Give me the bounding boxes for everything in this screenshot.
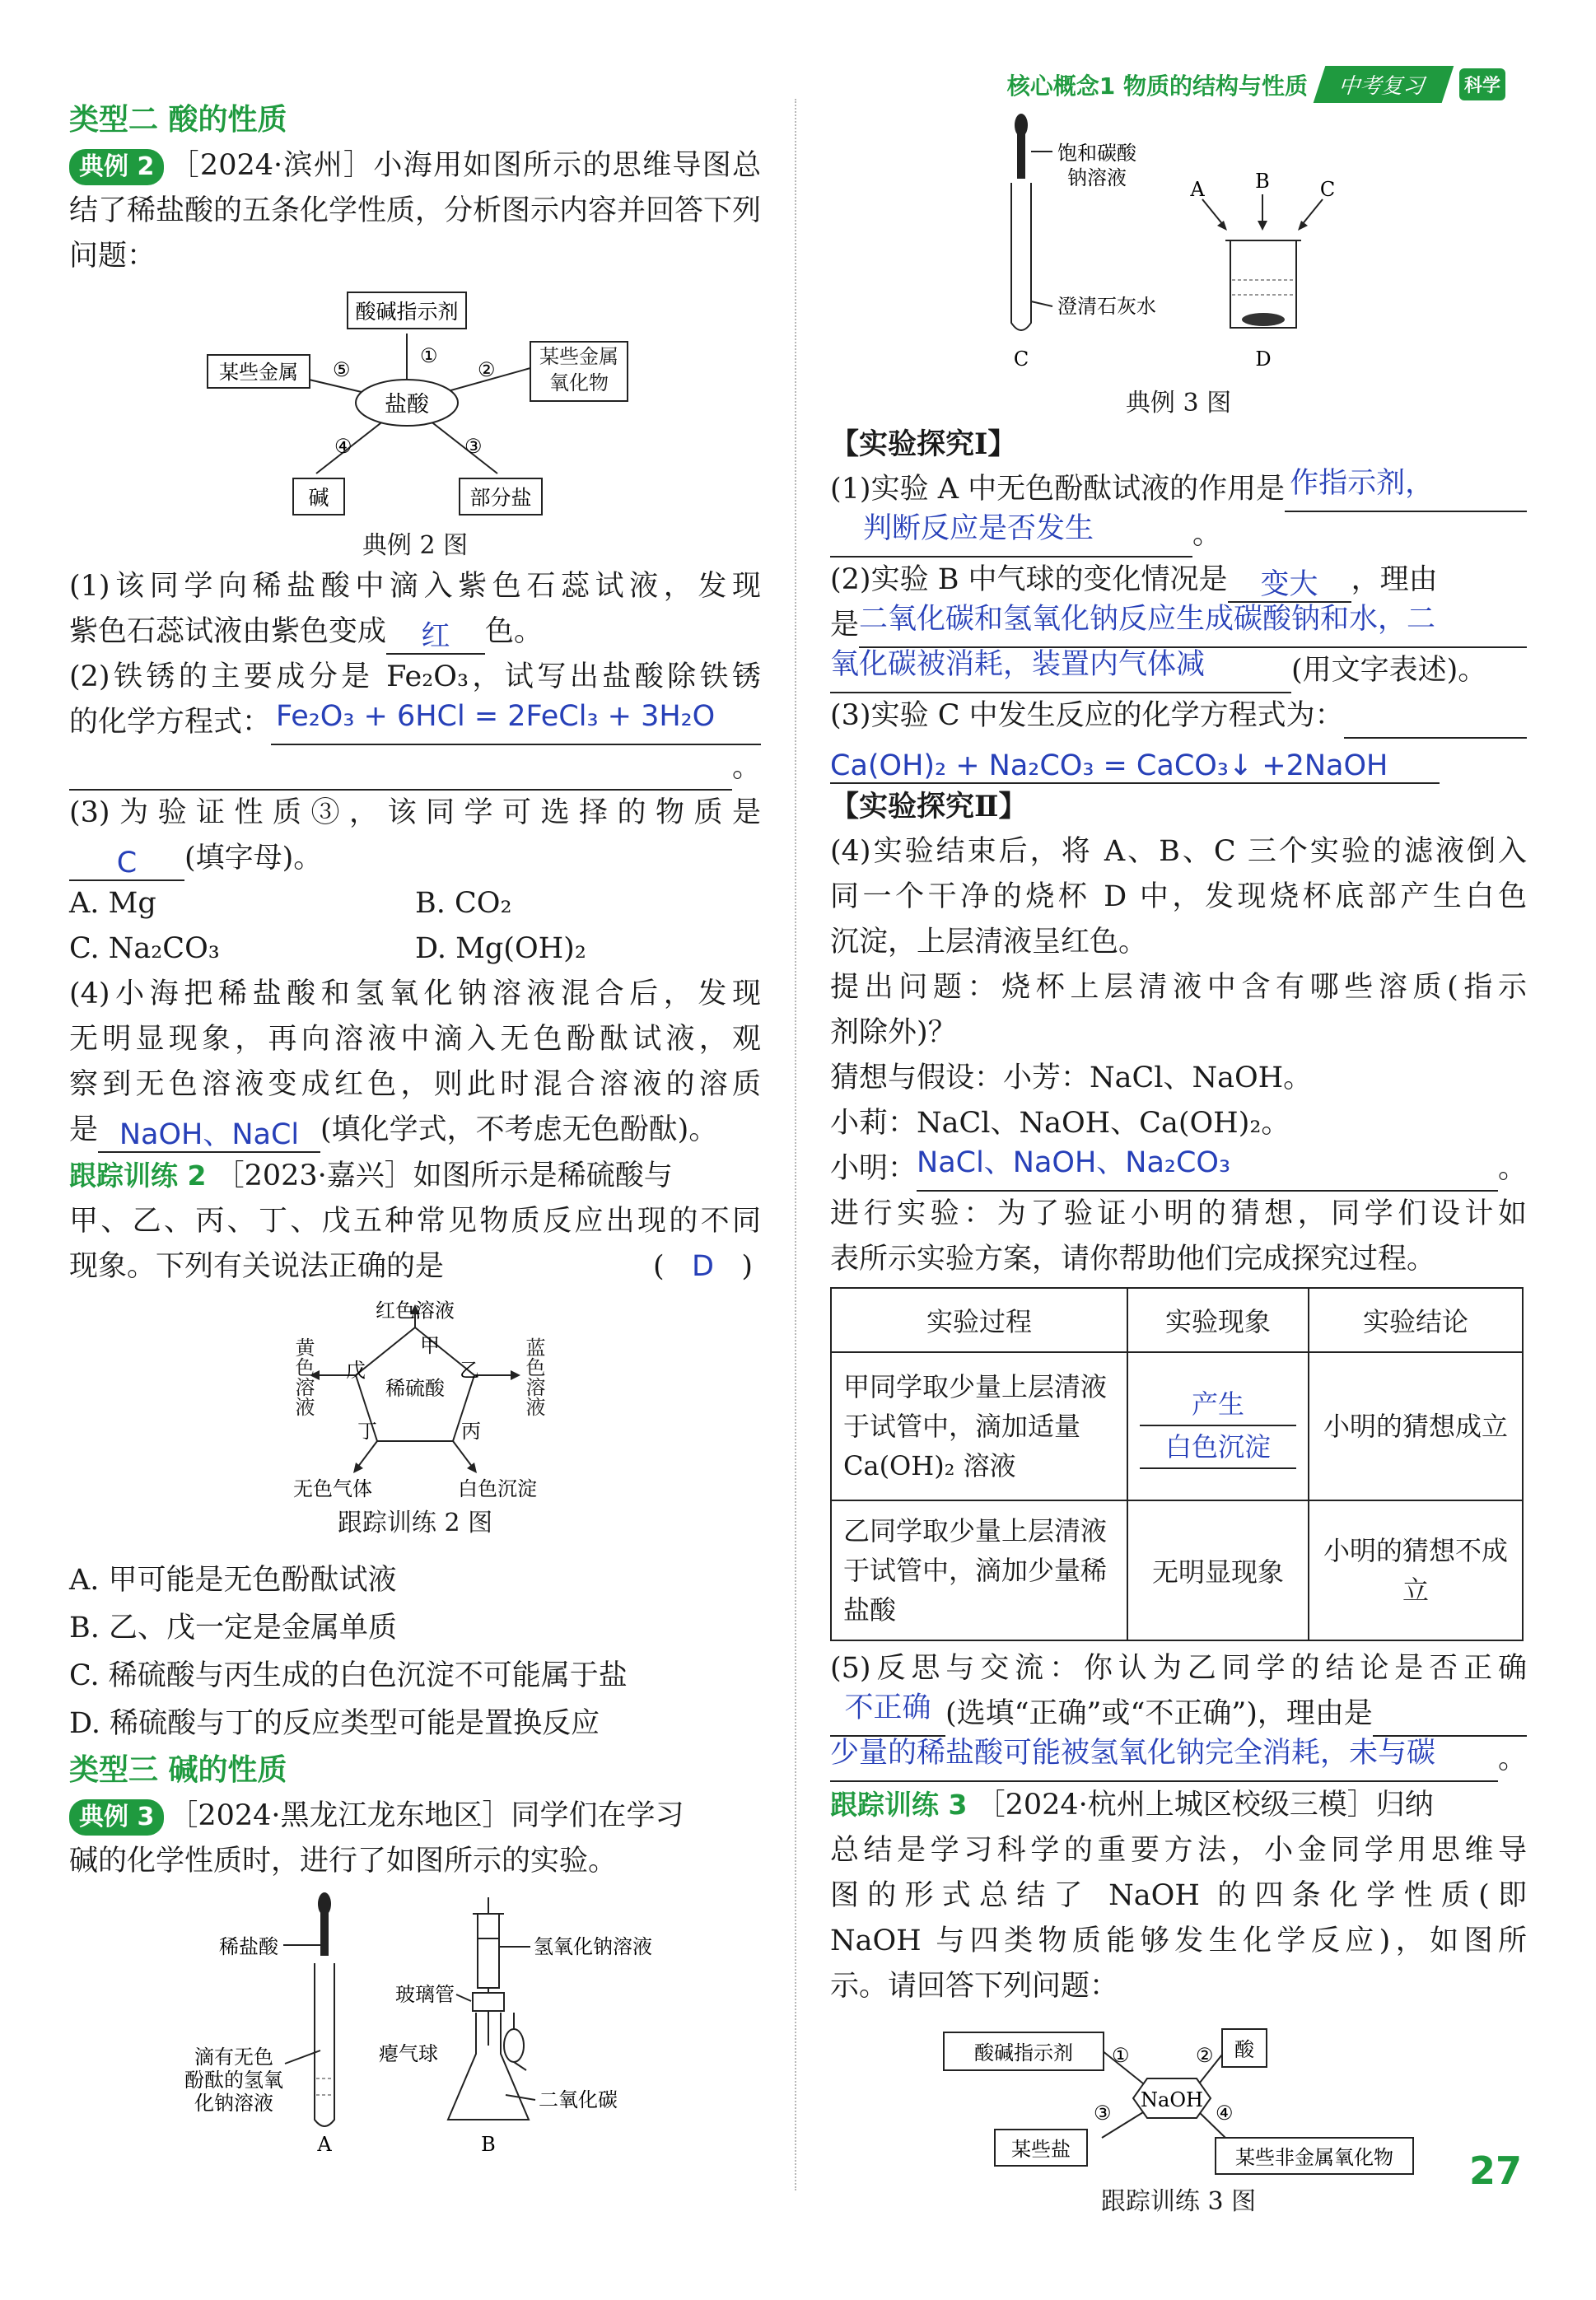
table-header: 实验现象 [1127, 1288, 1309, 1352]
table-row [831, 1352, 1523, 1500]
mindmap-node-5: 某些金属 [219, 361, 298, 384]
ex2-q4-line3: 察到无色溶液变成红色，则此时混合溶液的溶质 [69, 1068, 761, 1101]
fig-b-tube-label: 玻璃管 [395, 1983, 455, 2006]
ex2-q2-text: 的化学方程式： [69, 706, 272, 739]
mindmap-mark-2: ② [478, 358, 496, 381]
fig-b-label: B [481, 2133, 496, 2156]
subject-badge: 科学 [1459, 68, 1505, 100]
track2-intro-line1 [69, 1153, 761, 1199]
p5-line2 [830, 1691, 1527, 1737]
guess-2: 小莉：NaCl、NaOH、Ca(OH)₂。 [830, 1107, 1290, 1140]
experiment2-heading: 【实验探究Ⅱ】 [830, 790, 1028, 823]
substance-jia: 甲 [420, 1334, 440, 1357]
p1-line1 [830, 467, 1527, 512]
fig-a-label: A [317, 2133, 332, 2156]
track2-figure [69, 1295, 761, 1500]
track2-option-c: C. 稀硫酸与丙生成的白色沉淀不可能属于盐 [69, 1659, 628, 1692]
result-top: 红色溶液 [376, 1299, 455, 1323]
example3-figure-ab [69, 1889, 761, 2161]
p3-line2 [830, 739, 1527, 784]
table-cell: 小明的猜想不成立 [1309, 1500, 1523, 1640]
guess-3-answer: NaCl、NaOH、Na₂CO₃ [917, 1146, 1498, 1192]
track3-intro-line4: NaOH 与四类物质能够发生化学反应)，如图所 [830, 1924, 1527, 1957]
question-line1: 提出问题：烧杯上层清液中含有哪些溶质(指示 [830, 971, 1527, 1004]
example2-intro [69, 143, 761, 279]
ex2-option-a: A. Mg [69, 887, 156, 920]
mindmap-node-4: 碱 [308, 486, 329, 510]
result-bottom-left: 无色气体 [293, 1477, 372, 1500]
p5-line3 [830, 1737, 1527, 1782]
fig-c-label: C [1013, 348, 1029, 371]
ex2-q1-text: 紫色石蕊试液由紫色变成 [69, 615, 387, 648]
mindmap-node-2: 某些金属氧化物 [539, 345, 618, 394]
fig-b-naoh-label: 氢氧化钠溶液 [534, 1935, 652, 1958]
type2-heading: 类型二 酸的性质 [69, 103, 287, 137]
p3-line1 [830, 693, 1527, 739]
track2-intro-line3 [69, 1244, 761, 1290]
ex2-q3-options-row1 [69, 881, 761, 926]
fig-a-solution-line1: 滴有无色 [194, 2046, 273, 2069]
experiments-a-b [69, 1889, 761, 2161]
p3-text: (3)实验 C 中发生反应的化学方程式为： [830, 699, 1344, 732]
ex2-q2-line2 [69, 700, 761, 745]
p2-answer-2: 二氧化碳和氢氧化钠反应生成碳酸钠和水，二 [859, 603, 1527, 648]
guess-3-end: 。 [1497, 1152, 1527, 1185]
ex2-q4-answer: NaOH、NaCl [98, 1118, 320, 1153]
fig-d-arrow-b: B [1255, 170, 1270, 193]
p4-line2: 同一个干净的烧杯 D 中，发现烧杯底部产生白色 [830, 880, 1527, 913]
experiment1-heading: 【实验探究Ⅰ】 [830, 427, 1017, 461]
ex2-q4-line2: 无明显现象，再向溶液中滴入无色酚酞试液，观 [69, 1023, 761, 1056]
track3-figure [830, 2014, 1527, 2179]
table-cell: 甲同学取少量上层清液于试管中，滴加适量 Ca(OH)₂ 溶液 [831, 1352, 1127, 1500]
header-title: 核心概念1 物质的结构与性质 [1006, 72, 1308, 100]
guess-1: 猜想与假设：小芳：NaCl、NaOH。 [830, 1061, 1313, 1094]
example3-figure-cd [830, 100, 1527, 380]
ex2-q3-text: (填字母)。 [184, 842, 323, 875]
mindmap-mark-1: ① [420, 344, 438, 367]
fig-c-reagent-line1: 饱和碳酸 [1057, 142, 1136, 165]
table-header: 实验过程 [831, 1288, 1127, 1352]
question-line2: 剂除外)？ [830, 1016, 957, 1049]
example2-text: ［2024·滨州］小海用如图所示的思维导图总结了稀盐酸的五条化学性质，分析图示内容并回答下列问题： [69, 149, 762, 273]
ex2-option-c: C. Na₂CO₃ [69, 932, 220, 965]
sulfuric-acid-diagram [69, 1295, 761, 1500]
track2-option-b: B. 乙、戊一定是金属单质 [69, 1612, 397, 1645]
mindmap-node-3: 部分盐 [469, 486, 532, 510]
fig-c-reagent-line2: 钠溶液 [1067, 166, 1127, 189]
hcl-mindmap [69, 284, 761, 523]
table-cell: 小明的猜想成立 [1309, 1352, 1523, 1500]
track2-option-a: A. 甲可能是无色酚酞试液 [69, 1564, 397, 1597]
naoh-mark-3: ③ [1094, 2102, 1112, 2125]
example3-caption: 典例 3 图 [1125, 389, 1232, 418]
p1-line2 [830, 512, 1527, 558]
track2-text-c: 现象。下列有关说法正确的是 [69, 1250, 445, 1283]
p5-answer-2: 少量的稀盐酸可能被氢氧化钠完全消耗，未与碳 [830, 1737, 1498, 1782]
fig-d-label: D [1255, 348, 1272, 371]
experiment-line2: 表所示实验方案，请你帮助他们完成探究过程。 [830, 1243, 1436, 1276]
ex2-option-b: B. CO₂ [415, 887, 512, 920]
track3-caption: 跟踪训练 3 图 [1100, 2187, 1257, 2216]
p5-line1: (5)反思与交流：你认为乙同学的结论是否正确 [830, 1652, 1527, 1685]
p4-line1: (4)实验结束后，将 A、B、C 三个实验的滤液倒入 [830, 835, 1527, 868]
pentagon-center: 稀硫酸 [385, 1377, 445, 1400]
naoh-mark-1: ① [1112, 2044, 1130, 2067]
naoh-mark-4: ④ [1216, 2102, 1234, 2125]
fig-a-acid-label: 稀盐酸 [219, 1935, 278, 1958]
mindmap-mark-4: ④ [334, 435, 352, 458]
ex2-q1-line1: (1)该同学向稀盐酸中滴入紫色石蕊试液，发现 [69, 570, 761, 603]
track3-intro-line2: 总结是学习科学的重要方法，小金同学用思维导 [830, 1834, 1527, 1867]
p2-hint: (用文字表述)。 [1291, 654, 1487, 687]
naoh-mindmap [830, 2014, 1527, 2179]
substance-bing: 丙 [461, 1420, 481, 1443]
p1-end: 。 [1192, 518, 1222, 551]
ex2-q4-pre: 是 [69, 1113, 99, 1146]
example3-tag: 典例 3 [69, 1799, 164, 1836]
example2-caption: 典例 2 图 [362, 531, 469, 560]
row1-result-b: 白色沉淀 [1140, 1426, 1296, 1469]
track2-answer: D [692, 1250, 714, 1283]
track2-answer-paren: ( D ) [652, 1250, 753, 1283]
mindmap-center: 盐酸 [385, 392, 429, 418]
ex2-q1-line2 [69, 609, 761, 655]
p2-answer-3: 氧化碳被消耗，装置内气体减 [830, 648, 1291, 693]
experiment-line1: 进行实验：为了验证小明的猜想，同学们设计如 [830, 1197, 1527, 1230]
p2-is: 是 [830, 609, 860, 641]
ex2-q3-answer: C [69, 847, 184, 881]
ex2-option-d: D. Mg(OH)₂ [415, 932, 586, 965]
track2-intro-line2: 甲、乙、丙、丁、戊五种常见物质反应出现的不同 [69, 1205, 761, 1238]
track3-intro-line1 [830, 1782, 1527, 1828]
ex2-q2-answer: Fe₂O₃ + 6HCl = 2FeCl₃ + 3H₂O [271, 700, 761, 745]
example2-figure [69, 284, 761, 523]
naoh-node-4: 某些非金属氧化物 [1235, 2146, 1393, 2169]
ex2-q2-end: 。 [731, 751, 761, 784]
ex2-q3-line2 [69, 836, 761, 881]
naoh-node-3: 某些盐 [1011, 2138, 1071, 2161]
mindmap-mark-3: ③ [464, 435, 483, 458]
ex2-q4-text: (填化学式，不考虑无色酚酞)。 [320, 1113, 718, 1146]
mindmap-mark-5: ⑤ [333, 358, 351, 381]
p1-answer-1: 作指示剂， [1285, 467, 1527, 512]
p5-end: 。 [1497, 1742, 1527, 1775]
ex2-q3-line1: (3)为验证性质③，该同学可选择的物质是 [69, 796, 761, 829]
substance-wu: 戊 [346, 1359, 366, 1382]
row1-result-a: 产生 [1140, 1383, 1296, 1426]
p1-answer-2: 判断反应是否发生 [830, 512, 1192, 558]
fig-d-arrow-c: C [1319, 178, 1336, 201]
fig-a-solution-line2: 酚酞的氢氧 [184, 2069, 283, 2092]
ex2-q1-tail: 色。 [485, 615, 544, 648]
naoh-node-2: 酸 [1234, 2038, 1254, 2061]
track2-label: 跟踪训练 2 [69, 1159, 207, 1192]
table-cell: 乙同学取少量上层清液于试管中，滴加少量稀盐酸 [831, 1500, 1127, 1640]
naoh-center: NaOH [1141, 2088, 1203, 2111]
p2-line3 [830, 648, 1527, 693]
guess-3-label: 小明： [830, 1152, 917, 1185]
track3-label: 跟踪训练 3 [830, 1789, 968, 1821]
table-header-row [831, 1288, 1523, 1352]
column-divider [795, 99, 796, 2190]
header-badge: 中考复习 [1314, 66, 1454, 103]
result-right: 蓝色溶液 [522, 1337, 545, 1416]
fig-a-solution-line3: 化钠溶液 [194, 2092, 273, 2115]
substance-yi: 乙 [460, 1359, 479, 1382]
track2-caption: 跟踪训练 2 图 [337, 1509, 493, 1537]
p5-answer: 不正确 [830, 1691, 945, 1737]
mindmap-node-1: 酸碱指示剂 [355, 300, 459, 324]
table-cell: 无明显现象 [1127, 1500, 1309, 1640]
ex2-q2-line3 [69, 745, 761, 791]
ex2-q3-options-row2 [69, 926, 761, 972]
p2-line2 [830, 603, 1527, 648]
p1-text: (1)实验 A 中无色酚酞试液的作用是 [830, 473, 1286, 506]
table-cell [1127, 1352, 1309, 1500]
ex2-q2-line1: (2)铁锈的主要成分是 Fe₂O₃，试写出盐酸除铁锈 [69, 660, 761, 693]
example3-intro-line2: 碱的化学性质时，进行了如图所示的实验。 [69, 1845, 618, 1878]
experiments-c-d [830, 100, 1527, 380]
guess-3 [830, 1146, 1527, 1192]
left-column [69, 97, 761, 2166]
track2-text-a: ［2023·嘉兴］如图所示是稀硫酸与 [215, 1159, 673, 1192]
track2-option-d: D. 稀硫酸与丁的反应类型可能是置换反应 [69, 1707, 600, 1740]
track3-intro-line3: 图的形式总结了 NaOH 的四条化学性质(即 [830, 1879, 1527, 1912]
fig-b-co2-label: 二氧化碳 [539, 2088, 618, 2111]
p2-line1 [830, 558, 1527, 603]
fig-c-lime-label: 澄清石灰水 [1057, 295, 1156, 318]
result-left: 黄色溶液 [292, 1337, 315, 1416]
naoh-mark-2: ② [1196, 2044, 1214, 2067]
fig-b-balloon-label: 瘪气球 [379, 2042, 438, 2065]
p2-answer: 变大 [1228, 568, 1351, 603]
table-header: 实验结论 [1309, 1288, 1523, 1352]
p2-reason-label: ，理由 [1351, 563, 1438, 596]
table-row [831, 1500, 1523, 1640]
result-bottom-right: 白色沉淀 [458, 1477, 537, 1500]
p5-text: (选填“正确”或“不正确”)，理由是 [945, 1697, 1373, 1730]
track3-text-a: ［2024·杭州上城区校级三模］归纳 [976, 1789, 1434, 1822]
ex2-q1-answer: 红 [386, 620, 485, 655]
substance-ding: 丁 [357, 1420, 377, 1443]
example2-tag: 典例 2 [69, 149, 164, 185]
p3-answer: Ca(OH)₂ + Na₂CO₃ = CaCO₃↓ +2NaOH [830, 749, 1440, 784]
naoh-node-1: 酸碱指示剂 [974, 2041, 1073, 2064]
ex2-q4-line1: (4)小海把稀盐酸和氢氧化钠溶液混合后，发现 [69, 977, 761, 1010]
fig-d-arrow-a: A [1190, 178, 1205, 201]
right-column [830, 96, 1527, 2220]
track3-intro-line5: 示。请回答下列问题： [830, 1970, 1119, 2003]
example3-text-a: ［2024·黑龙江龙东地区］同学们在学习 [169, 1799, 684, 1832]
example3-intro-line1 [69, 1794, 761, 1839]
p2-text: (2)实验 B 中气球的变化情况是 [830, 563, 1228, 596]
type3-heading: 类型三 碱的性质 [69, 1753, 287, 1787]
page-number: 27 [1468, 2148, 1522, 2193]
experiment-table [830, 1287, 1524, 1641]
ex2-q4-line4 [69, 1108, 761, 1153]
p4-line3: 沉淀，上层清液呈红色。 [830, 926, 1148, 959]
